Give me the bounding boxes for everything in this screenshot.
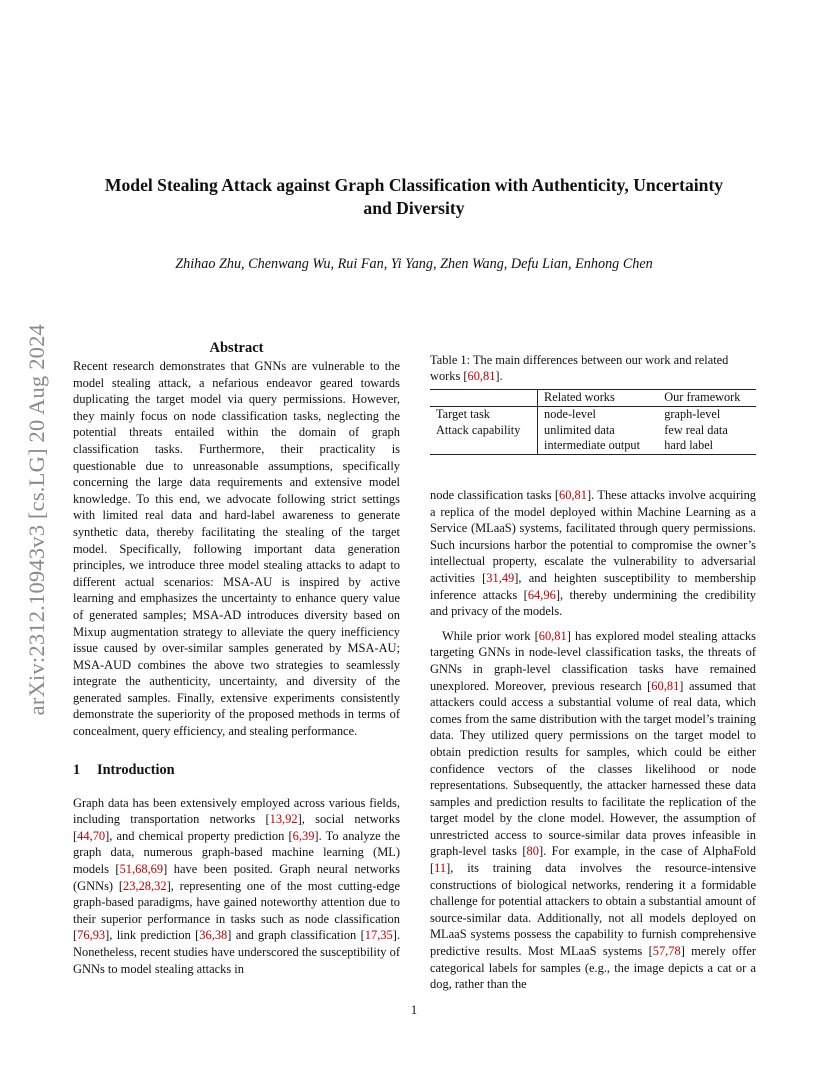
table-cell: intermediate output: [538, 438, 659, 454]
abstract-heading: Abstract: [209, 340, 264, 356]
table-1-caption: [430, 352, 756, 384]
citation-link[interactable]: 23,28,32: [123, 878, 167, 893]
text-run: ], link prediction [: [105, 928, 200, 943]
arxiv-identifier: [22, 280, 52, 760]
text-run: node classification tasks [: [430, 488, 559, 502]
table-cell: graph-level: [658, 406, 756, 422]
text-run: ], and heighten susceptibility to membership inference attacks [: [430, 570, 756, 602]
table-header-cell: Our framework: [658, 390, 756, 407]
table-row: [430, 423, 756, 439]
caption-text: ].: [495, 369, 503, 383]
table-cell: unlimited data: [544, 422, 615, 437]
comparison-table: [430, 389, 756, 455]
text-run: ] merely offer categorical labels for samples (e.g., the image depicts a cat or a dog, rather than the: [430, 944, 756, 992]
text-run: ], social networks [: [73, 812, 400, 843]
table-row-label: Attack capability: [430, 423, 538, 439]
citation-link[interactable]: 76,93: [77, 928, 106, 943]
citation-link[interactable]: 57,78: [652, 944, 681, 959]
table-row: [430, 406, 756, 422]
citation-link[interactable]: 60,81: [467, 369, 496, 383]
citation-link[interactable]: 51,68,69: [119, 862, 164, 877]
table-row-label: [430, 438, 538, 454]
title-line-2: and Diversity: [363, 198, 465, 218]
right-paragraph-1: [430, 487, 756, 620]
text-run: ] assumed that attackers could access a substantial volume of real data, which comes from the same distribution with the target model’s training data. They utilized query permissions on the target model to obtain prediction results for samples, which could be either confidence vectors of the classes likelihood or node representations. Subsequently, the attacker harnessed these data samples and prediction results to facilitate the replication of the target model by the clone model. However, the assumption of unrestricted access to source-similar data proves infeasible in graph-level tasks [: [430, 678, 756, 859]
citation-link[interactable]: 17,35: [364, 928, 393, 943]
text-run: ]. To analyze the graph data, numerous graph-based machine learning (ML) models [: [73, 828, 400, 877]
citation-link[interactable]: 60,81: [651, 678, 680, 693]
citation-link[interactable]: 44,70: [77, 828, 106, 843]
text-run: ], its training data involves the resource-intensive constructions of biological networks, rendering it a formidable challenge for potential attackers to obtain a substantial amount of source-similar data. Additionally, not all models deployed on MLaaS systems possess the capability to furnish comprehensive predictive results. Most MLaaS systems [: [430, 861, 756, 959]
table-cell: node-level: [538, 406, 659, 422]
citation-link[interactable]: 11: [434, 861, 447, 876]
text-run: Graph data has been extensively employed across various fields, including transportation networks [: [73, 795, 400, 827]
citation-link[interactable]: 80: [526, 844, 539, 859]
citation-link[interactable]: 60,81: [558, 488, 587, 502]
section-heading-introduction: [73, 762, 400, 779]
citation-link[interactable]: 31,49: [486, 570, 515, 585]
text-run: ] have been posited. Graph neural networks (GNNs) [: [73, 862, 400, 893]
table-cell: few real data: [664, 422, 728, 437]
text-run: ], representing one of the most cutting-edge graph-based paradigms, have gained noteworthy attention due to their superior performance in tasks such as node classification [: [73, 878, 400, 943]
text-run: ] has explored model stealing attacks targeting GNNs in node-level classification tasks, the threats of GNNs in graph-level classification tasks have remained unexplored. Moreover, previous research [: [430, 628, 756, 693]
right-paragraph-2: [430, 628, 756, 993]
table-cell: hard label: [658, 438, 756, 454]
section-number: 1: [73, 761, 81, 778]
table-header-cell: Related works: [538, 390, 659, 407]
author-list: Zhihao Zhu, Chenwang Wu, Rui Fan, Yi Yang, Zhen Wang, Defu Lian, Enhong Chen: [175, 256, 653, 272]
text-run: ]. For example, in the case of AlphaFold [: [430, 844, 756, 876]
table-row: [430, 438, 756, 454]
text-run: ] and graph classification [: [227, 928, 365, 943]
right-column: [430, 487, 756, 993]
title-line-1: Model Stealing Attack against Graph Classification with Authenticity, Uncertainty: [104, 175, 724, 195]
text-run: ], thereby undermining the credibility and privacy of the models.: [430, 587, 756, 619]
table-1-block: [430, 352, 756, 455]
table-header-row: [430, 390, 756, 407]
text-run: ]. These attacks involve acquiring a replica of the model deployed within Machine Learning as a Service (MLaaS) systems, facilitated through query permissions. Such incursions harbor the potential to compromise the owner’s intellectual property, escalate the vulnerability to adversarial activities [: [430, 488, 757, 585]
intro-paragraph-1: [73, 795, 400, 978]
citation-link[interactable]: 64,96: [527, 587, 556, 602]
arxiv-id-text: arXiv:2312.10943v3 [cs.LG] 20 Aug 2024: [24, 324, 49, 716]
citation-link[interactable]: 6,39: [292, 828, 315, 843]
text-run: While prior work [: [442, 628, 539, 643]
text-run: ]. Nonetheless, recent studies have underscored the susceptibility of GNNs to model stealing attacks in: [73, 928, 400, 976]
citation-link[interactable]: 60,81: [538, 628, 567, 643]
table-row-label: Target task: [430, 406, 538, 422]
table-header-cell: [430, 390, 538, 407]
page-number: 1: [410, 1003, 418, 1017]
citation-link[interactable]: 13,92: [269, 812, 298, 827]
left-column: [73, 340, 400, 977]
text-run: ], and chemical property prediction [: [105, 828, 293, 843]
citation-link[interactable]: 36,38: [199, 928, 228, 943]
abstract-text: Recent research demonstrates that GNNs are vulnerable to the model stealing attack, a nefarious endeavor geared towards duplicating the target model via query permissions. However, they mainly focus on node classification tasks, neglecting the potential threats entailed within the domain of graph classification tasks. Furthermore, their practicality is questionable due to unreasonable assumptions, specifically concerning the large data requirements and extensive model knowledge. To this end, we advocate following strict settings with limited real data and hard-label awareness to generate synthetic data, thereby facilitating the stealing of the target model. Specifically, following important data generation principles, we introduce three model stealing attacks to adapt to different actual scenarios: MSA-AU is inspired by active learning and emphasizes the uncertainty to enhance query value of generated samples; MSA-AD introduces diversity based on Mixup augmentation strategy to alleviate the query inefficiency issue caused by over-similar samples generated by MSA-AU; MSA-AUD combines the above two strategies to seamlessly integrate the authenticity, uncertainty, and diversity of the generated samples. Finally, extensive experiments consistently demonstrate the superiority of the proposed methods in terms of concealment, query efficiency, and stealing performance.: [73, 359, 400, 739]
caption-text: Table 1: The main differences between our work and related works [: [430, 353, 729, 383]
section-title: Introduction: [97, 761, 175, 778]
paper-title: [60, 174, 768, 220]
